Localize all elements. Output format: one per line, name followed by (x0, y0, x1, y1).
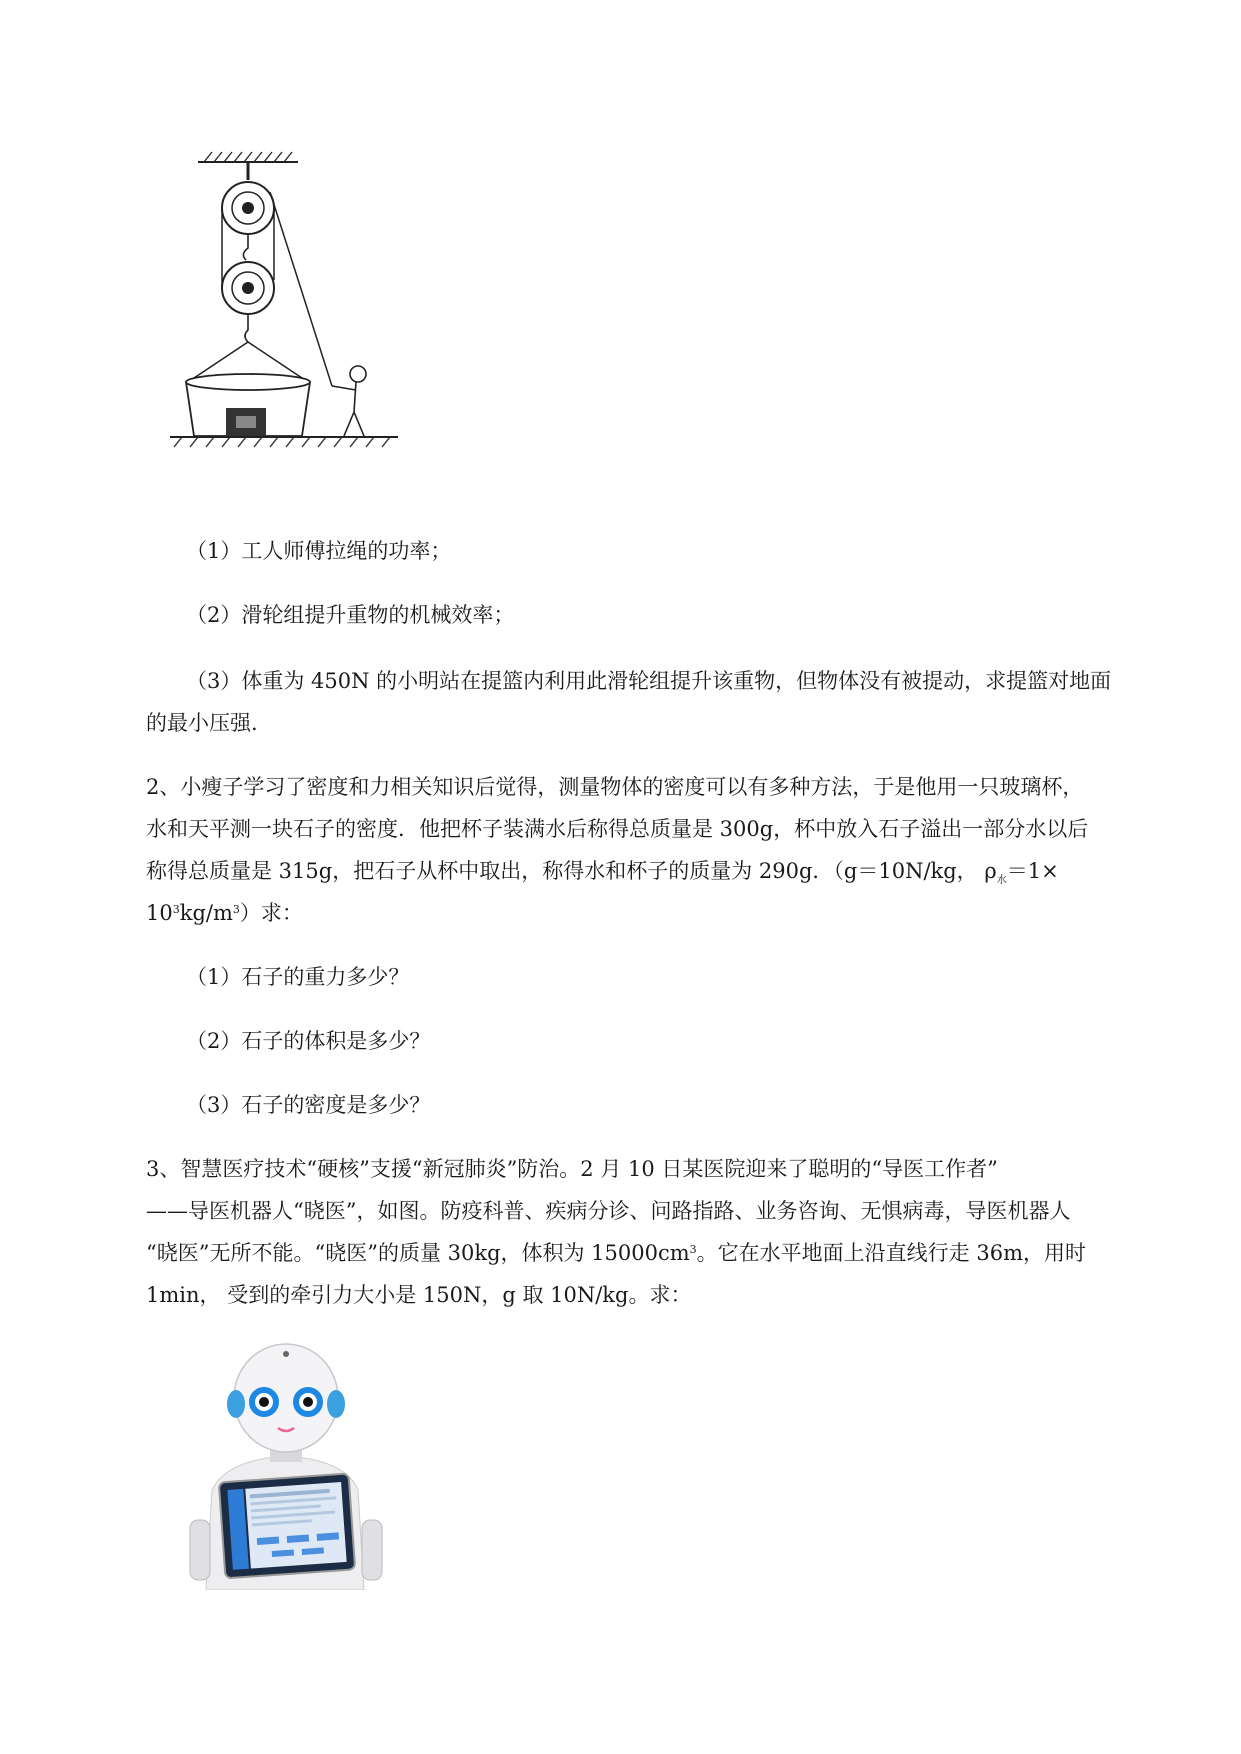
q2-line3-text: 称得总质量是 315g，把石子从杯中取出，称得水和杯子的质量为 290g．（g＝10N/kg， ρ (146, 859, 997, 883)
q2-subquestion-1: （1）石子的重力多少？ (186, 965, 410, 989)
pulley-system-figure (170, 150, 450, 500)
q2-line4-a: 10 (146, 901, 173, 925)
q1-subquestion-3-continued: 的最小压强. (146, 711, 258, 735)
q2-text-line-2: 水和天平测一块石子的密度．他把杯子装满水后称得总质量是 300g，杯中放入石子溢出一部分水以后 (146, 817, 1089, 841)
q2-text-line-3 (146, 856, 1059, 886)
q2-line4-b: kg/m (179, 901, 233, 925)
q2-subquestion-3: （3）石子的密度是多少？ (186, 1093, 431, 1117)
water-subscript: 水 (996, 875, 1007, 887)
q2-line4-sup: 3 (172, 903, 180, 916)
q2-line3-end: ＝1× (1006, 859, 1059, 883)
robot-figure (186, 1340, 386, 1590)
q3-text-line-2: ——导医机器人“晓医”，如图。防疫科普、疾病分诊、问路指路、业务咨询、无惧病毒，导医机器人 (146, 1199, 1071, 1223)
q3-line3-b: 。它在水平地面上沿直线行走 36m，用时 (696, 1241, 1086, 1265)
q3-text-line-4: 1min， 受到的牵引力大小是 150N，g 取 10N/kg。求： (146, 1283, 692, 1307)
q1-subquestion-2: （2）滑轮组提升重物的机械效率； (186, 603, 515, 627)
q2-line4-sup2: 3 (232, 903, 240, 916)
q2-subquestion-2: （2）石子的体积是多少？ (186, 1029, 431, 1053)
q1-subquestion-1: （1）工人师傅拉绳的功率； (186, 539, 452, 563)
q3-line3-a: “晓医”无所不能。“晓医”的质量 30kg，体积为 15000cm (146, 1241, 690, 1265)
q3-text-line-1: 3、智慧医疗技术“硬核”支援“新冠肺炎”防治。2 月 10 日某医院迎来了聪明的“导医工作者” (146, 1157, 998, 1181)
q2-text-line-4 (146, 898, 303, 928)
q2-text-line-1: 2、小瘦子学习了密度和力相关知识后觉得，测量物体的密度可以有多种方法，于是他用一只玻璃杯， (146, 775, 1084, 799)
q1-subquestion-3: （3）体重为 450N 的小明站在提篮内利用此滑轮组提升该重物，但物体没有被提动，求提篮对地面 (186, 669, 1112, 693)
q2-line4-c: ）求： (239, 901, 303, 925)
q3-line3-sup: 3 (689, 1243, 697, 1256)
q3-text-line-3 (146, 1238, 1086, 1268)
